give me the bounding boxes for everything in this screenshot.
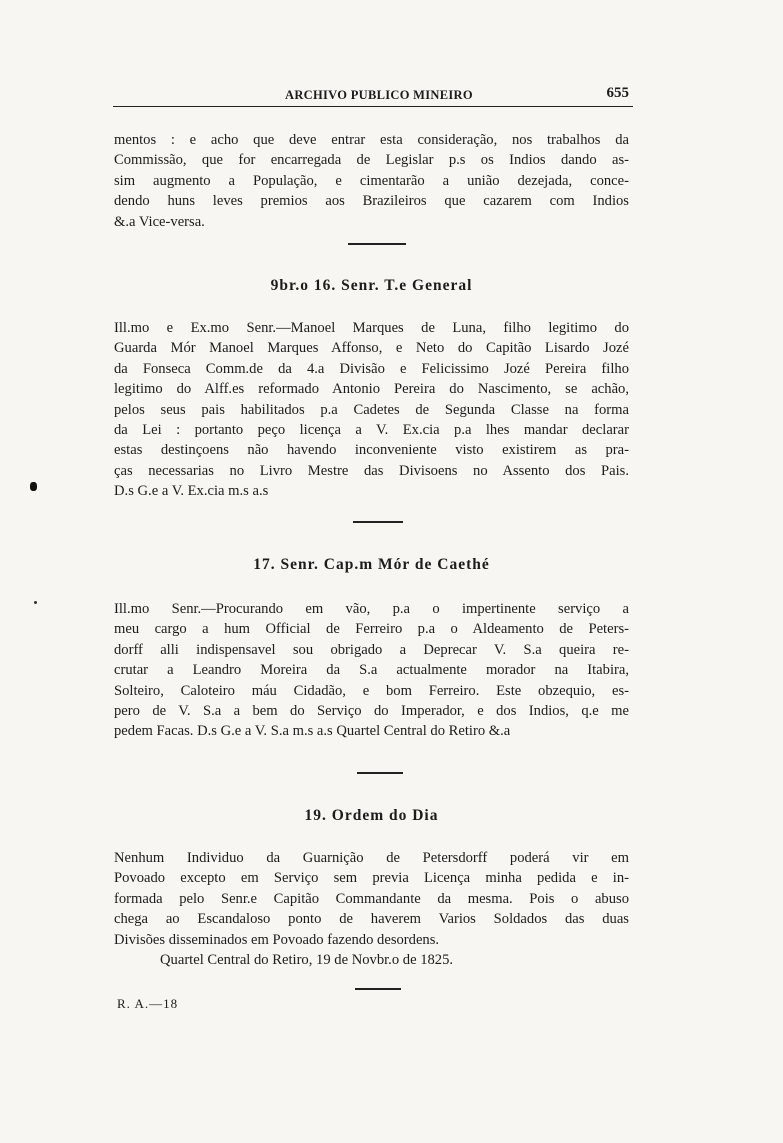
section-heading: 17. Senr. Cap.m Mór de Caethé xyxy=(253,556,490,573)
text-line: pero de V. S.a a bem do Serviço do Imperador, e dos Indios, q.e me xyxy=(114,703,629,720)
text-line: dendo huns leves premios aos Brazileiros que cazarem com Indios xyxy=(114,193,629,210)
intro-paragraph xyxy=(114,130,629,232)
section-divider xyxy=(348,243,406,245)
text-line: Guarda Mór Manoel Marques Affonso, e Neto do Capitão Lisardo Jozé xyxy=(114,340,629,357)
text-line: sim augmento a População, e cimentarão a união dezejada, conce- xyxy=(114,172,629,189)
text-line: Ill.mo e Ex.mo Senr.—Manoel Marques de Luna, filho legitimo do xyxy=(114,320,629,336)
section-divider xyxy=(353,521,403,523)
section-body xyxy=(114,318,629,502)
text-line: da Fonseca Comm.de da 4.a Divisão e Felicissimo Jozé Pereira filho xyxy=(114,360,629,377)
text-line: Commissão, que for encarregada de Legislar p.s os Indios dando as- xyxy=(114,152,629,169)
text-line: &.a Vice-versa. xyxy=(114,213,205,230)
running-header xyxy=(113,82,633,107)
text-line: Ill.mo Senr.—Procurando em vão, p.a o impertinente serviço a xyxy=(114,601,629,617)
text-line: Nenhum Individuo da Guarnição de Petersdorff poderá vir em xyxy=(114,850,629,866)
text-line: pelos seus pais habilitados p.a Cadetes de Segunda Classe na forma xyxy=(114,401,629,418)
text-line: Divisões disseminados em Povoado fazendo desordens. xyxy=(114,931,440,948)
text-line: Quartel Central do Retiro, 19 de Novbr.o de 1825. xyxy=(160,952,454,969)
section-divider xyxy=(355,988,401,990)
ink-smudge xyxy=(30,482,37,491)
header-title: ARCHIVO PUBLICO MINEIRO xyxy=(285,88,473,102)
section-body xyxy=(114,848,629,970)
text-line: crutar a Leandro Moreira da S.a actualmente morador na Itabira, xyxy=(114,662,629,679)
section-heading: 9br.o 16. Senr. T.e General xyxy=(270,277,473,294)
text-line: Povoado excepto em Serviço sem previa Licença minha pedida e in- xyxy=(114,870,629,887)
text-line: estas destinçoens não havendo inconveniente visto existirem as pra- xyxy=(114,442,629,459)
page-number: 655 xyxy=(606,85,629,101)
section-divider xyxy=(357,772,403,774)
text-line: ças necessarias no Livro Mestre das Divisoens no Assento dos Pais. xyxy=(114,462,629,479)
text-line: D.s G.e a V. Ex.cia m.s a.s xyxy=(114,483,269,500)
text-line: legitimo do Alff.es reformado Antonio Pereira do Nascimento, se achão, xyxy=(114,381,629,398)
section-body xyxy=(114,599,629,742)
text-line: pedem Facas. D.s G.e a V. S.a m.s a.s Quartel Central do Retiro &.a xyxy=(114,723,511,740)
ink-dot xyxy=(34,601,37,604)
text-line: meu cargo a hum Official de Ferreiro p.a o Aldeamento de Peters- xyxy=(114,621,629,638)
text-line: mentos : e acho que deve entrar esta consideração, nos trabalhos da xyxy=(114,132,629,148)
text-line: dorff alli indispensavel sou obrigado a Deprecar V. S.a queira re- xyxy=(114,641,629,658)
text-line: da Lei : portanto peço licença a V. Ex.cia p.a lhes mandar declarar xyxy=(114,422,629,439)
text-line: formada pelo Senr.e Capitão Commandante da mesma. Pois o abuso xyxy=(114,890,629,907)
text-line: Solteiro, Caloteiro máu Cidadão, e bom Ferreiro. Este obzequio, es- xyxy=(114,682,629,699)
signature-mark: R. A.—18 xyxy=(117,996,179,1011)
section-heading: 19. Ordem do Dia xyxy=(304,807,439,824)
text-line: chega ao Escandaloso ponto de haverem Varios Soldados das duas xyxy=(114,911,629,928)
